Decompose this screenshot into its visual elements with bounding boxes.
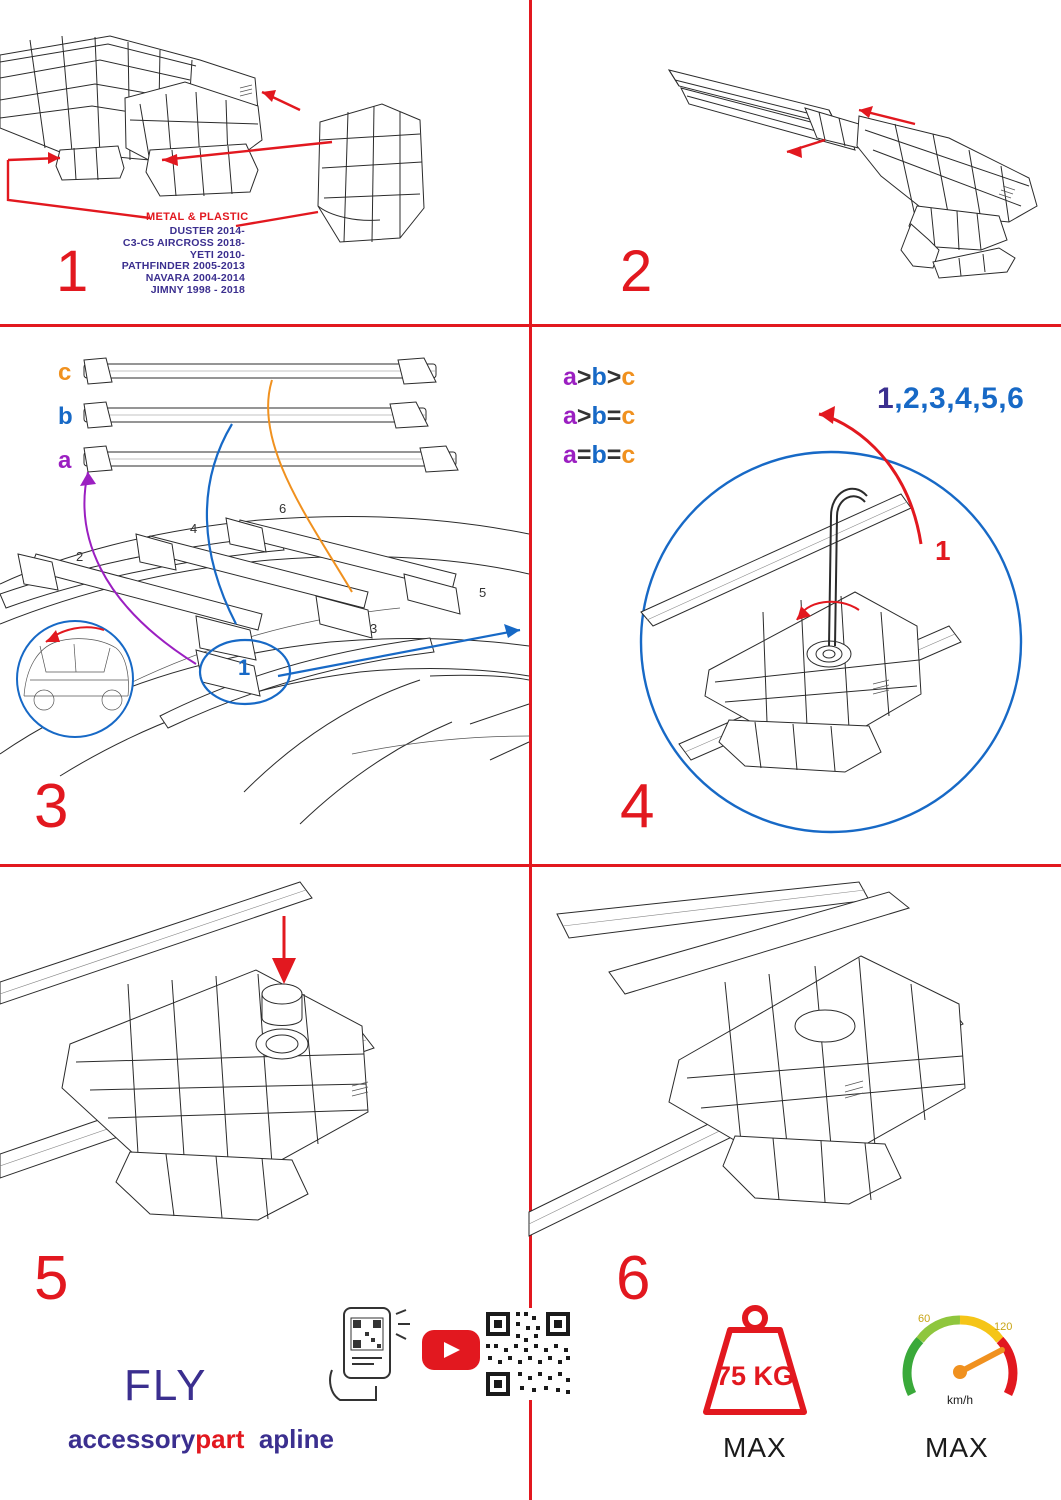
callout-4: 4 [190, 521, 198, 536]
step-number-1: 1 [56, 239, 89, 304]
brand-fly-text: FLY [124, 1361, 208, 1410]
bar-letter-b: b [58, 403, 73, 430]
step-number-5: 5 [34, 1244, 69, 1313]
speed-unit-label: km/h [946, 1393, 974, 1407]
vehicle-item: C3-C5 AIRCROSS 2018- [122, 236, 245, 249]
callout-3: 3 [370, 621, 378, 636]
weight-max-label: MAX [723, 1432, 787, 1463]
step-number-6: 6 [616, 1244, 651, 1313]
bar-letter-a: a [58, 447, 72, 474]
callout-2: 2 [76, 549, 84, 564]
brand-word-ap: ap [258, 1424, 290, 1454]
formula-3: a=b=c [563, 440, 636, 469]
brand-wordmark [68, 1424, 334, 1455]
step-number-4: 4 [620, 772, 655, 841]
step-number-3: 3 [34, 772, 69, 841]
phone-scan-icon [330, 1308, 410, 1400]
step-3-panel [0, 324, 529, 864]
step-number-2: 2 [620, 239, 653, 304]
metal-plastic-title: METAL & PLASTIC [146, 211, 249, 223]
formula-1: a>b>c [563, 363, 636, 391]
gauge-max-label: 120 [994, 1321, 1013, 1333]
formula-2: a>b=c [563, 401, 636, 430]
bar-letter-c: c [58, 359, 72, 386]
youtube-icon [422, 1330, 480, 1370]
vehicle-item: PATHFINDER 2005-2013 [121, 260, 245, 273]
speed-limit-icon [890, 1298, 1030, 1430]
speed-max-label: MAX [925, 1432, 989, 1463]
vehicle-item: NAVARA 2004-2014 [145, 272, 245, 284]
callout-circle-1: 1 [238, 655, 251, 680]
scan-icons-group [322, 1300, 582, 1420]
turn-count-label: 1 [935, 535, 951, 566]
callout-5: 5 [479, 585, 487, 600]
callout-6: 6 [279, 501, 287, 516]
brand-word-line: line [289, 1424, 334, 1454]
step-6-panel [529, 864, 1061, 1294]
weight-value-text: 75 KG [715, 1361, 795, 1391]
brand-word-accessory: accessory [68, 1424, 196, 1454]
brand-word-part: part [195, 1424, 245, 1454]
tighten-sequence: 1,2,3,4,5,6 [877, 382, 1025, 415]
gauge-min-label: 60 [918, 1313, 931, 1325]
step-2-panel [529, 0, 1061, 324]
vehicle-item: DUSTER 2014- [169, 225, 245, 237]
weight-limit-icon [690, 1300, 820, 1430]
step-5-panel [0, 864, 529, 1294]
vehicle-item: YETI 2010- [189, 248, 245, 261]
qr-code [482, 1308, 574, 1400]
vehicle-item: JIMNY 1998 - 2018 [150, 283, 245, 296]
